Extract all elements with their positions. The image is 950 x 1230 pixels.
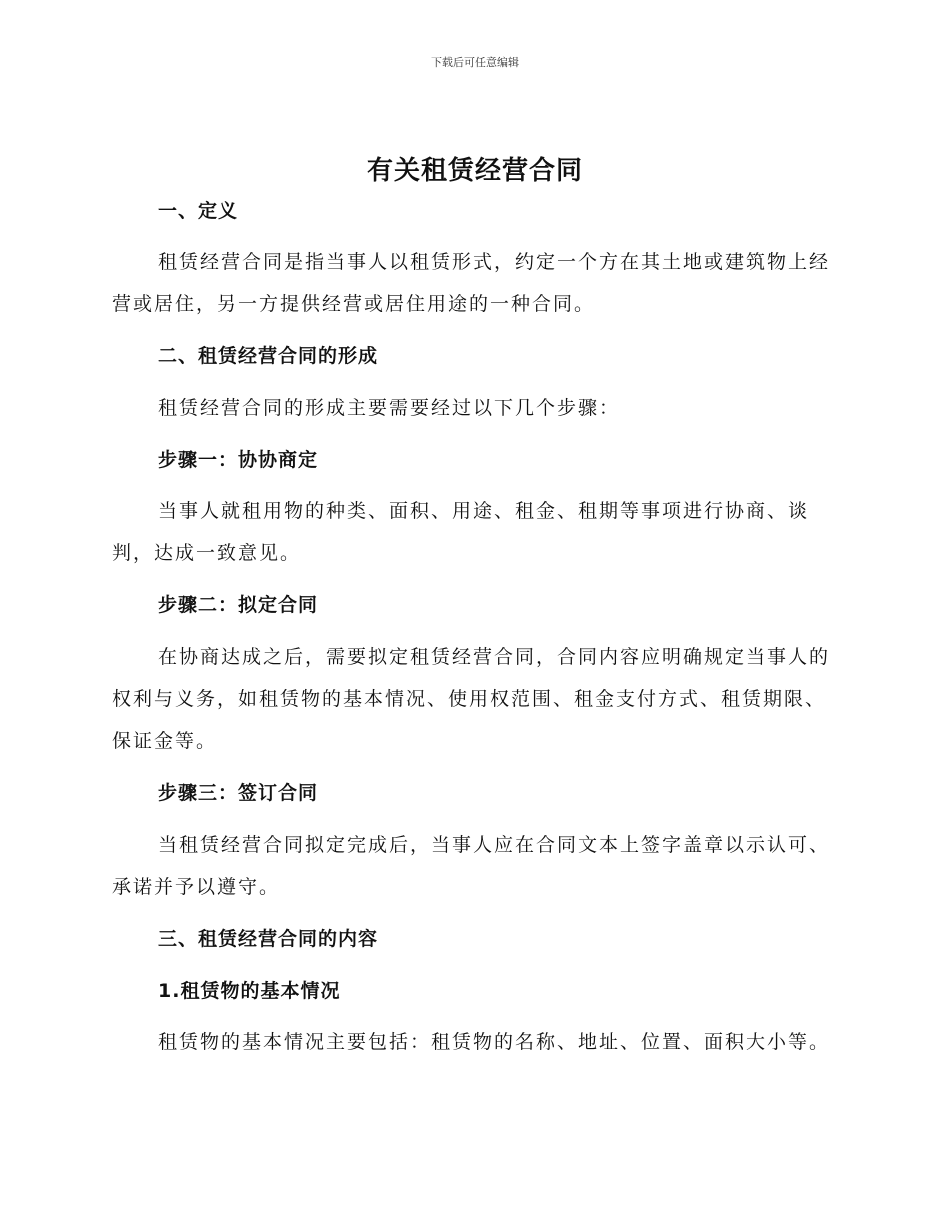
paragraph-step-drafting: 在协商达成之后，需要拟定租赁经营合同，合同内容应明确规定当事人的权利与义务，如租赁物的基本情况、使用权范围、租金支付方式、租赁期限、保证金等。 [112,646,831,752]
step-heading-signing: 步骤三：签订合同 [158,782,319,804]
header-note: 下载后可任意编辑 [431,56,519,69]
document-title: 有关租赁经营合同 [366,156,583,186]
section-heading-formation: 二、租赁经营合同的形成 [158,345,379,367]
step-heading-drafting: 步骤二：拟定合同 [158,594,319,616]
subsection-heading-basic-info: 1.租赁物的基本情况 [158,980,341,1002]
paragraph-basic-info: 租赁物的基本情况主要包括：租赁物的名称、地址、位置、面积大小等。 [158,1031,831,1053]
section-heading-definition: 一、定义 [158,200,239,222]
paragraph-definition: 租赁经营合同是指当事人以租赁形式，约定一个方在其土地或建筑物上经营或居住，另一方提供经营或居住用途的一种合同。 [112,251,831,315]
paragraph-step-negotiation: 当事人就租用物的种类、面积、用途、租金、租期等事项进行协商、谈判，达成一致意见。 [112,500,810,564]
paragraph-formation-intro: 租赁经营合同的形成主要需要经过以下几个步骤： [158,397,621,419]
step-heading-negotiation: 步骤一：协协商定 [158,449,319,471]
section-heading-content: 三、租赁经营合同的内容 [158,928,379,950]
paragraph-step-signing: 当租赁经营合同拟定完成后，当事人应在合同文本上签字盖章以示认可、承诺并予以遵守。 [112,834,831,898]
